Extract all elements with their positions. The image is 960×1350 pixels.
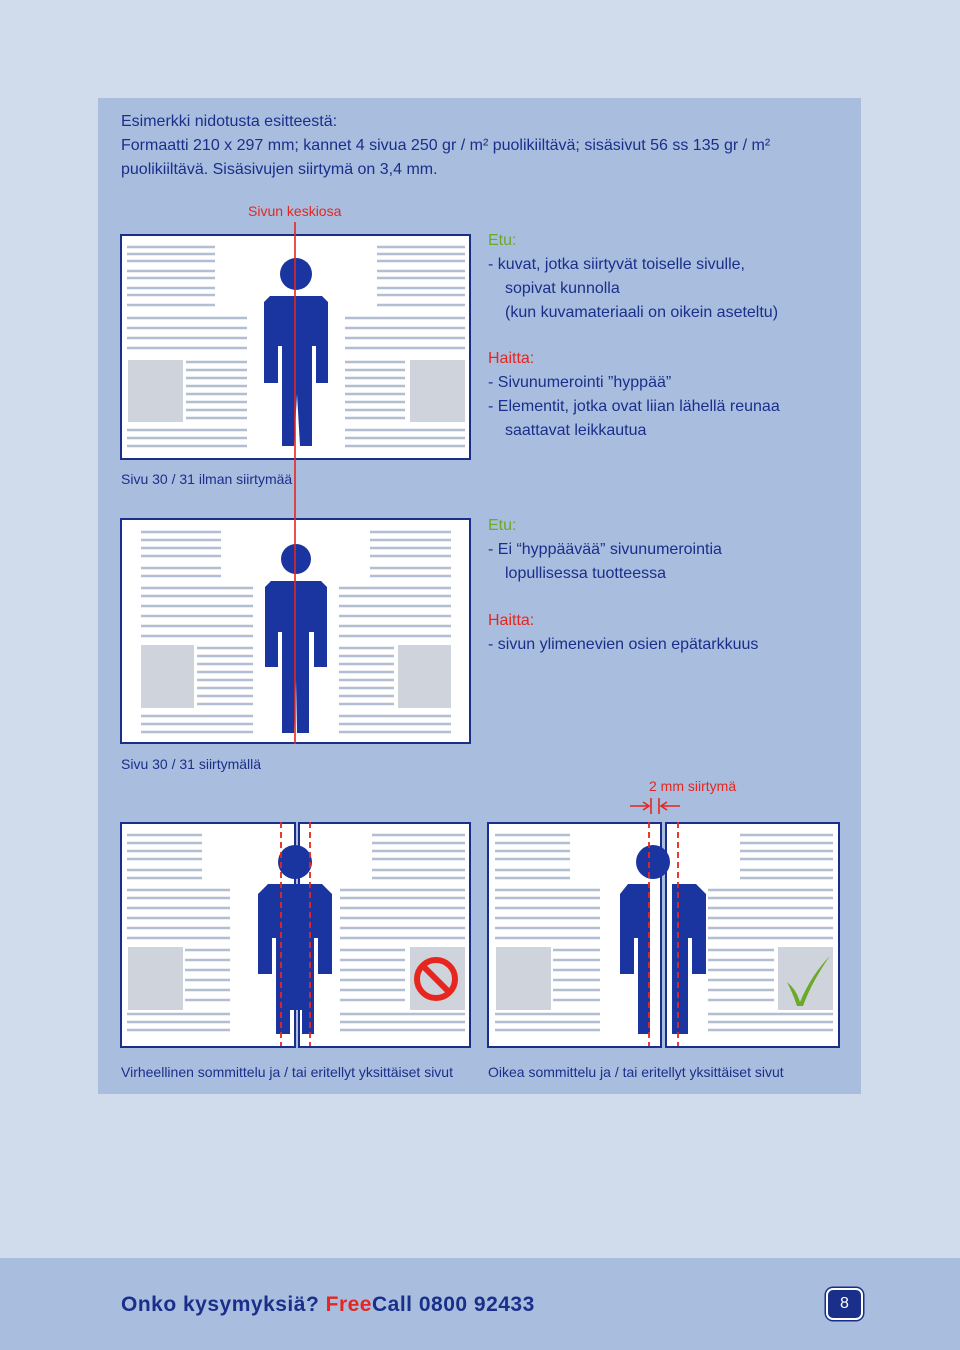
shift-arrows (630, 798, 680, 814)
haitta-line: - sivun ylimenevien osien epätarkkuus (488, 636, 759, 653)
haitta-line: - Elementit, jotka ovat liian lähellä reunaa (488, 398, 780, 415)
etu-line: - Ei “hyppäävää” sivunumerointia (488, 541, 722, 558)
footer-question: Onko kysymyksiä? (121, 1293, 320, 1316)
image-placeholder (778, 947, 833, 1010)
caption-no-shift: Sivu 30 / 31 ilman siirtymää (121, 471, 293, 487)
image-placeholder (496, 947, 551, 1010)
page-number-badge: 8 (826, 1288, 863, 1320)
shift-guide-lines (281, 822, 678, 1046)
etu-heading-1: Etu: (488, 232, 517, 249)
footer-contact (121, 1293, 535, 1317)
image-placeholder (141, 645, 194, 708)
footer-call: Call 0800 92433 (371, 1293, 535, 1316)
figure-3 (258, 845, 332, 1034)
intro-title: Esimerkki nidotusta esitteestä: (121, 113, 338, 130)
etu-line: - kuvat, jotka siirtyvät toiselle sivulle, (488, 256, 745, 273)
haitta-line: saattavat leikkautua (505, 422, 647, 439)
haitta-line: - Sivunumerointi ”hyppää” (488, 374, 672, 391)
figure-1 (264, 258, 328, 446)
haitta-heading-2: Haitta: (488, 612, 535, 629)
figure-2 (265, 544, 327, 733)
intro-shift: puolikiiltävä. Sisäsivujen siirtymä on 3,4 mm. (121, 161, 438, 178)
haitta-heading-1: Haitta: (488, 350, 535, 367)
image-placeholder (398, 645, 451, 708)
footer-free: Free (325, 1293, 372, 1316)
center-label: Sivun keskiosa (248, 203, 342, 219)
image-placeholder (410, 360, 465, 422)
etu-line: (kun kuvamateriaali on oikein aseteltu) (505, 304, 779, 321)
etu-line: sopivat kunnolla (505, 280, 620, 297)
caption-wrong: Virheellinen sommittelu ja / tai eritellyt yksittäiset sivut (121, 1064, 453, 1080)
shift-label: 2 mm siirtymä (649, 778, 737, 794)
image-placeholder (128, 360, 183, 422)
image-placeholder (128, 947, 183, 1010)
etu-line: lopullisessa tuotteessa (505, 565, 666, 582)
caption-with-shift: Sivu 30 / 31 siirtymällä (121, 756, 262, 772)
etu-heading-2: Etu: (488, 517, 517, 534)
figure-4 (620, 845, 706, 1034)
intro-format: Formaatti 210 x 297 mm; kannet 4 sivua 250 gr / m² puolikiiltävä; sisäsivut 56 ss 135 gr / m² (121, 137, 771, 154)
caption-right: Oikea sommittelu ja / tai eritellyt yksittäiset sivut (488, 1064, 784, 1080)
